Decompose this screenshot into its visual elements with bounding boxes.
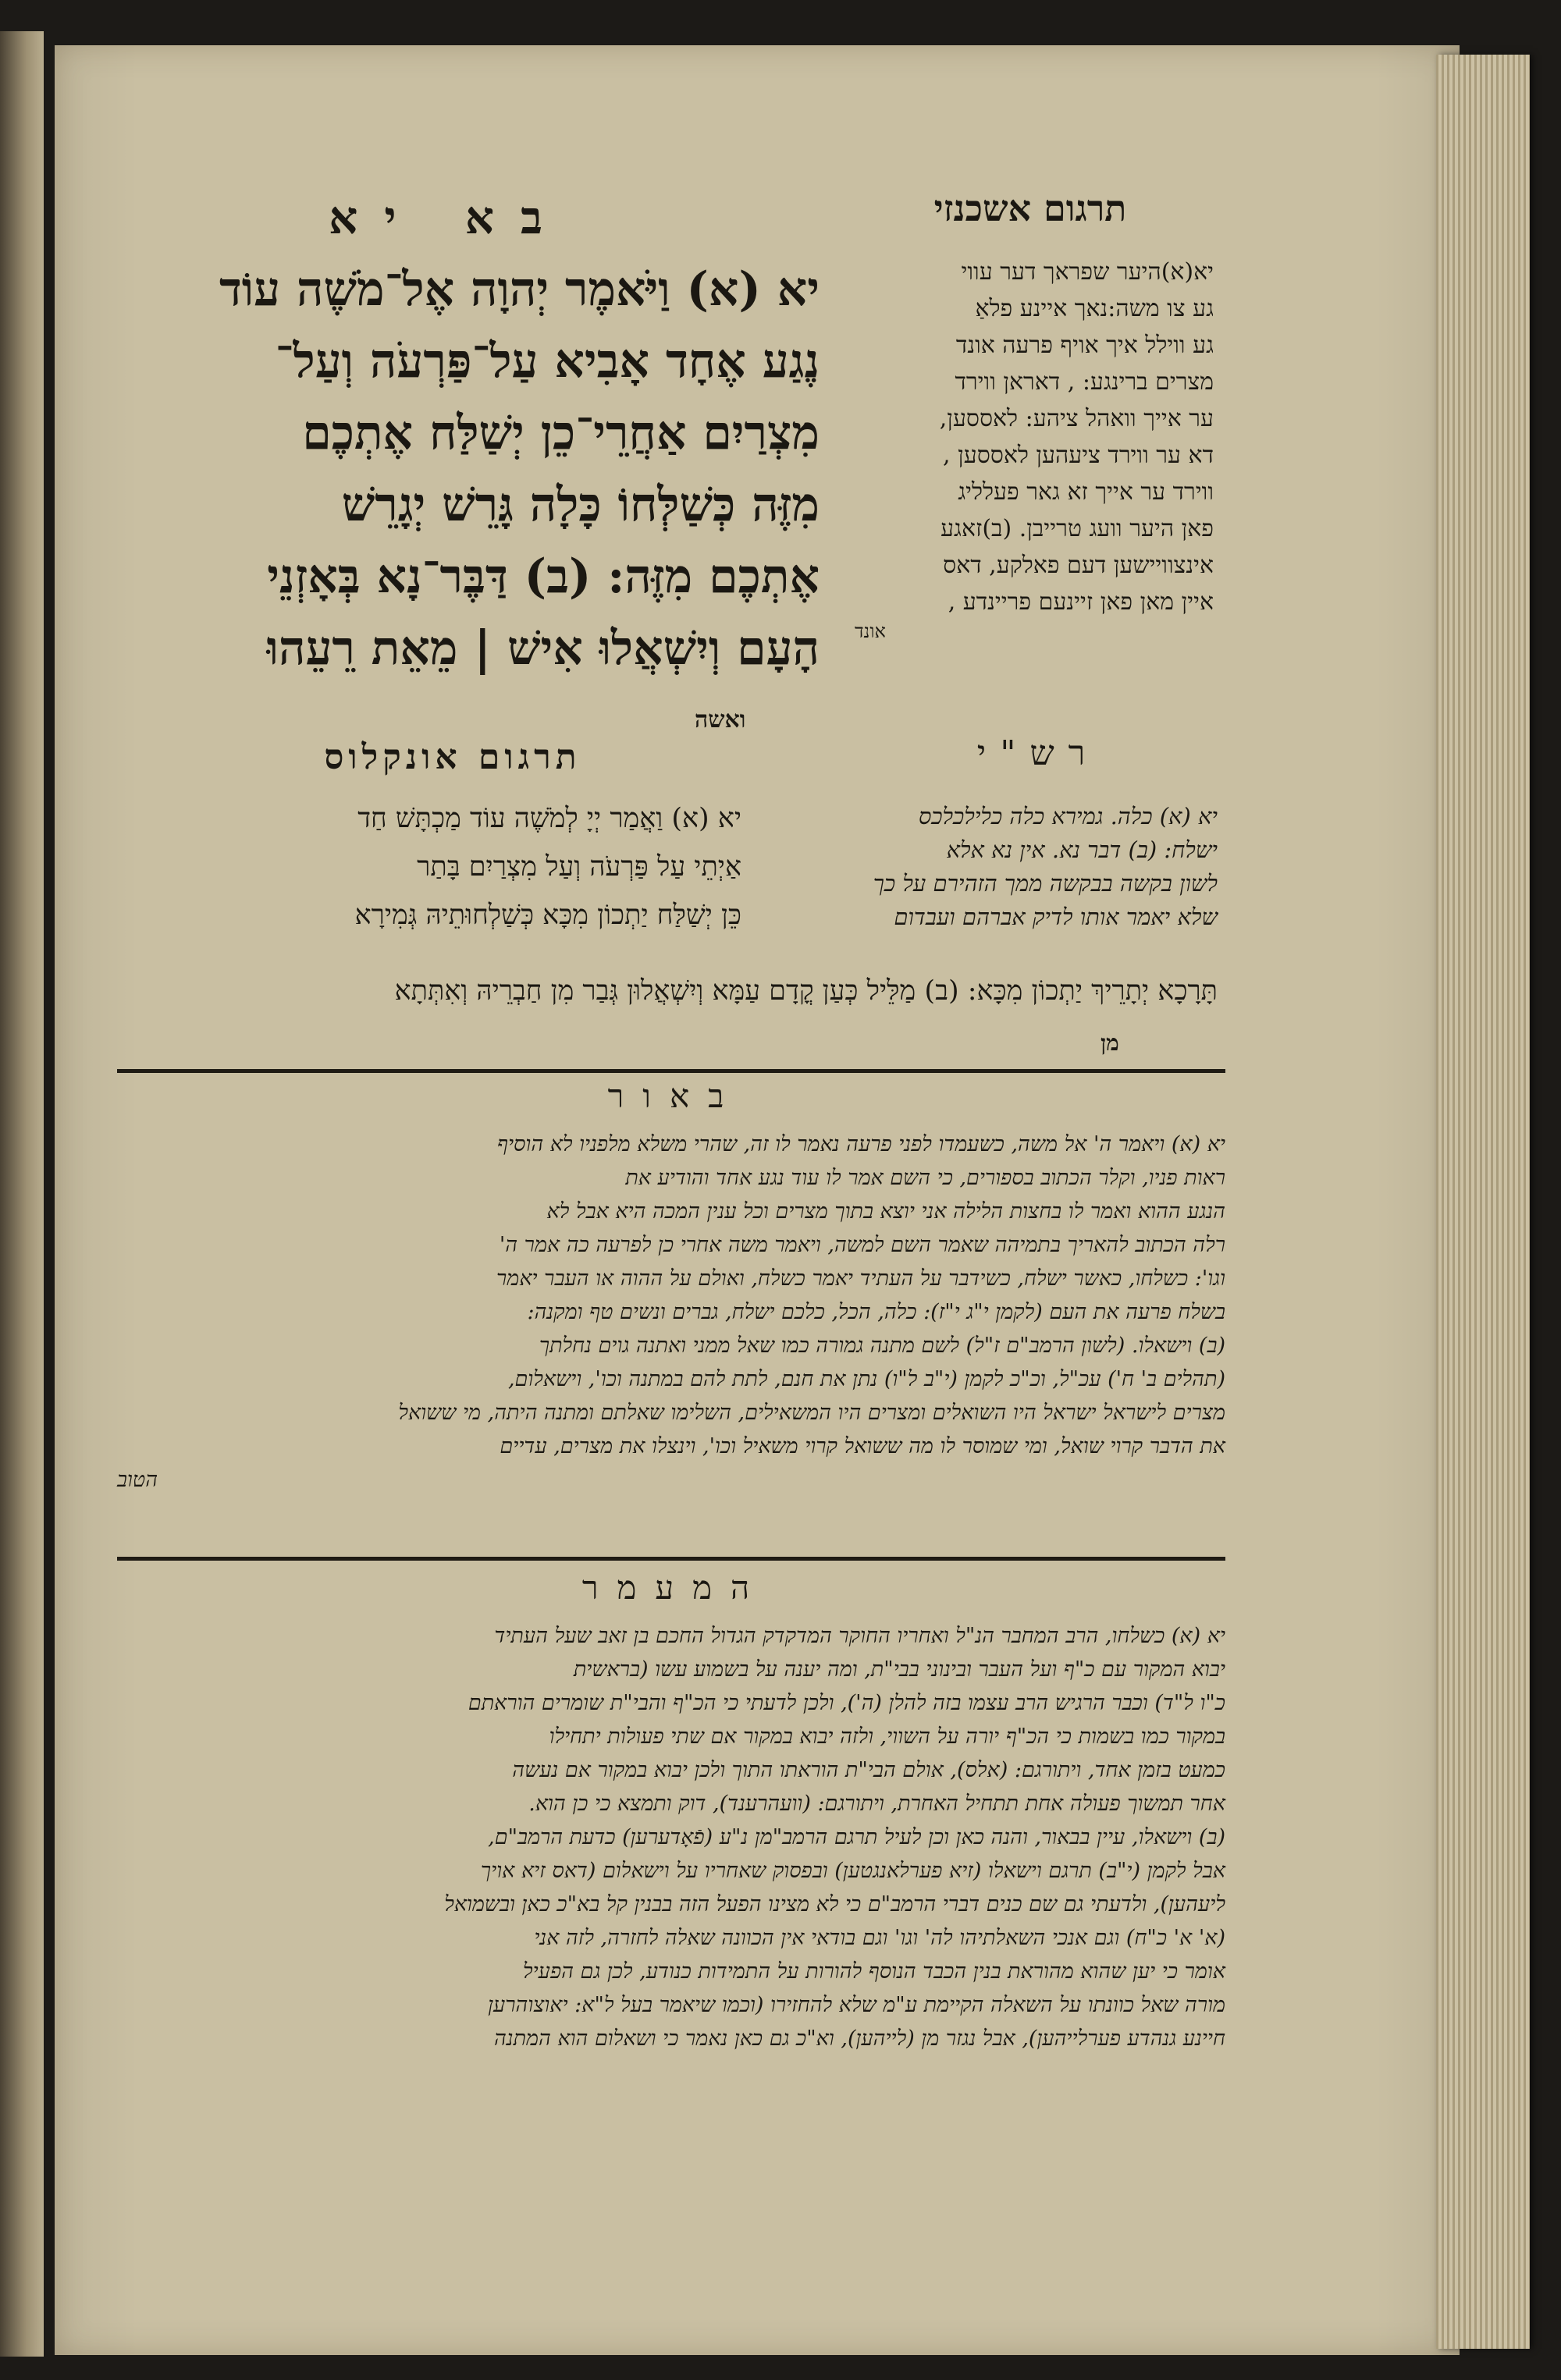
- text-line: אינצוויישען דעם פאלקע, דאס: [943, 552, 1214, 579]
- targum-ashkenazi-heading: תרגום אשכנזי: [933, 187, 1127, 229]
- text-line: (ב) וישאלו. (לשון הרמב"ם ז"ל) לשם מתנה גמורה כמו שאל ממני ואתנה גוים נחלתך: [539, 1334, 1225, 1358]
- text-line: את הדבר קרוי שואל, ומי שמוסר לו מה ששואל קרוי משאיל וכו', וינצלו את מצרים, עדיים: [500, 1434, 1225, 1458]
- text-line: איין מאן פאן זיינעם פריינדע ,: [948, 588, 1214, 616]
- text-line: הנגע ההוא ואמר לו בחצות הלילה אני יוצא בתוך מצרים וכל ענין המכה היא אבל לא: [546, 1199, 1225, 1224]
- text-line: הטוב: [117, 1468, 158, 1492]
- text-line: כֵּן יְשַׁלַּח יַתְכוֹן מִכָּא כְּשַׁלְחוּתֵיהּ גְּמִירָא: [354, 900, 741, 931]
- text-line: יא (א) כשלחו, הרב המחבר הנ"ל ואחריו החוקר המדקדק הגדול החכם בן זאב שעל העתיד: [494, 1624, 1225, 1648]
- text-line: מצרים לישראל ישראל היו השואלים ומצרים היו המשאילים, השלימו שאלתם ומתנה היתה, מי ששואל: [398, 1401, 1225, 1425]
- text-line: יא (א) ויאמר ה' אל משה, כשעמדו לפני פרעה נאמר לו זה, שהרי משלא מלפניו לא הוסיף: [496, 1132, 1225, 1156]
- text-line: דא ער ווירד ציעהען לאססען ,: [943, 442, 1214, 469]
- text-line: אונד: [855, 620, 886, 642]
- text-line: פאן היער וועג טרייבן. (ב)זאגע: [941, 515, 1214, 542]
- beur-heading: באור: [607, 1077, 743, 1115]
- text-line: אחר תמשוך פעולה אחת תתחיל האחרת, ויתורגם: (וועהרענד), דוק ותמצא כי כן הוא.: [528, 1792, 1225, 1816]
- text-line: יא (א) כלה. גמירא כלה כלילכלכס: [918, 803, 1218, 829]
- previous-page-edge: [0, 31, 44, 2357]
- divider-rule: [117, 1557, 1225, 1561]
- text-line: במקור כמו בשמות כי הכ"ף יורה על השווי, ולזה יבוא במקור אם שתי פעולות יתחילו: [549, 1725, 1225, 1749]
- chapter-heading: בא יא: [329, 191, 569, 244]
- hameamer-text: [117, 1619, 1225, 2055]
- torah-text: [90, 254, 820, 684]
- text-line: יא (א) וַאֲמַר יְיָ לְמֹשֶׁה עוֹד מַכְתָּשׁ חַד: [357, 803, 741, 834]
- text-line: חיינע גנהדע פערלייהען), אבל נגזר מן (לייהען), וא"כ גם כאן נאמר כי ושאלום הוא המתנה: [493, 2027, 1225, 2051]
- rashi-heading: רש"י: [976, 734, 1100, 773]
- page-stack-edges: [1436, 55, 1530, 2349]
- text-line: ישלח: (ב) דבר נא. אין נא אלא: [946, 837, 1218, 863]
- text-line: (ב) וישאלו, עיין בבאור, והנה כאן וכן לעיל תרגם הרמב"מן נ"ע (פֿאָדערען) כדעת הרמב"ם,: [488, 1825, 1225, 1849]
- beur-text: [117, 1128, 1225, 1497]
- onkelos-catchword: מן: [1101, 1030, 1119, 1056]
- text-line: כ"ו ל"ד) וכבר הרגיש הרב עצמו בזה להלן (ה'), ולכן לדעתי כי הכ"ף והבי"ת שומרים הוראתם: [468, 1691, 1225, 1715]
- text-line: גע ווילל איך אויף פרעה אונד: [955, 332, 1214, 359]
- onkelos-text: [109, 794, 741, 940]
- text-line: אַיְתֵי עַל פַּרְעֹה וְעַל מִצְרַיִם בָּתַר: [417, 851, 741, 883]
- onkelos-last-line: תָּרָכָא יְתָרֵיךְ יַתְכוֹן מִכָּא: (ב) מַלֵּיל כְּעַן קֳדָם עַמָּא וְיִשְׁאֲלוּן גְּבַר מִן חַבְרֵיהּ וְאִתְּתָא: [394, 975, 1218, 1007]
- targum-ashkenazi-text: [855, 254, 1214, 642]
- text-line: לשון בקשה בבקשה ממך הזהירם על כך: [873, 870, 1218, 897]
- text-line: מצרים ברינגע: , דאראן ווירד: [955, 368, 1214, 396]
- text-line: מורה שאל כוונתו על השאלה הקיימת ע"מ שלא להחזירו (וכמו שיאמר בעל ל"א: יאוצוהרען: [488, 1993, 1225, 2017]
- text-line: (א' א' כ"ח) וגם אנכי השאלתיהו לה' וגו' וגם בודאי אין הכוונה שאלה לחזרה, לזה אני: [534, 1926, 1225, 1950]
- text-line: ער אייך וואהל ציהע: לאססען,: [939, 405, 1214, 432]
- text-line: ראות פניו, וקלר הכתוב בספורים, כי השם אמר לו עוד נגע אחד והודיע את: [625, 1166, 1225, 1190]
- verse-line: מִצְרַיִם אַחֲרֵי־כֵן יְשַׁלַּח אֶתְכֶם: [302, 406, 820, 460]
- text-line: שלא יאמר אותו לדיק אברהם ועבדום: [894, 904, 1218, 930]
- onkelos-heading: תרגום אונקלוס: [324, 737, 581, 777]
- text-line: וגו': כשלחו, כאשר ישלח, כשידבר על העתיד יאמר כשלח, ואולם על ההוה או העבר יאמר: [496, 1266, 1225, 1291]
- text-line: כמעט בזמן אחד, ויתורגם: (אלס), אולם הבי"ת הוראתו התוך ולכן יבוא במקור אם נעשה: [512, 1758, 1225, 1782]
- text-line: רלה הכתוב להאריך בתמיהה שאמר השם למשה, ויאמר משה אחרי כן לפרעה כה אמר ה': [499, 1233, 1225, 1257]
- text-line: (תהלים ב' ח') עכ"ל, וכ"כ לקמן (י"ב ל"ו) נתן את חנם, לתת להם במתנה וכו', וישאלום,: [507, 1367, 1225, 1391]
- verse-line: הָעָם וְיִשְׁאֲלוּ אִישׁ | מֵאֵת רֵעֵהוּ: [266, 621, 820, 676]
- torah-catchword: ואשה: [695, 706, 746, 734]
- text-line: ליעהען), ולדעתי גם שם כנים דברי הרמב"ם כי לא מצינו הפעל הזה בבנין קל בא"כ כאן ובשמואל: [444, 1892, 1225, 1916]
- verse-line: מִזֶּה כְּשַׁלְּחוֹ כָּלָה גָּרֵשׁ יְגָרֵשׁ: [341, 478, 820, 532]
- divider-rule: [117, 1069, 1225, 1073]
- text-line: ווירד ער אייך זא גאר פעלליג: [958, 478, 1214, 506]
- text-line: יבוא המקור עם כ"ף ועל העבר ובינוני בבי"ת, ומה יענה על בשמוע עשו (בראשית: [573, 1657, 1225, 1682]
- hameamer-heading: המעמר: [581, 1568, 769, 1607]
- verse-line: אֶתְכֶם מִזֶּה: (ב) דַּבֶּר־נָא בְּאָזְנֵי: [267, 549, 820, 604]
- text-line: יא(א)היער שפראך דער עווי: [961, 258, 1214, 286]
- verse-line: יא (א) וַיֹּאמֶר יְהוָה אֶל־מֹשֶׁה עוֹד: [219, 262, 820, 317]
- rashi-text: [726, 800, 1218, 934]
- text-line: בשלח פרעה את העם (לקמן י"ג י"ז): כלה, הכל, כלכם ישלח, גברים ונשים טף ומקנה:: [527, 1300, 1225, 1324]
- text-line: אומר כי יען שהוא מהוראת בנין הכבד הנוסף להורות על התמידות כנודע, לכן גם הפעיל: [522, 1959, 1225, 1984]
- text-line: אבל לקמן (י"ב) תרגם וישאלו (זיא פערלאנגטען) ובפסוק שאחריו על וישאלום (דאס זיא אויך: [480, 1859, 1225, 1883]
- text-line: גע צו משה:נאך איינע פלאַ: [975, 295, 1214, 322]
- verse-line: נֶגַע אֶחָד אָבִיא עַל־פַּרְעֹה וְעַל־: [275, 334, 820, 389]
